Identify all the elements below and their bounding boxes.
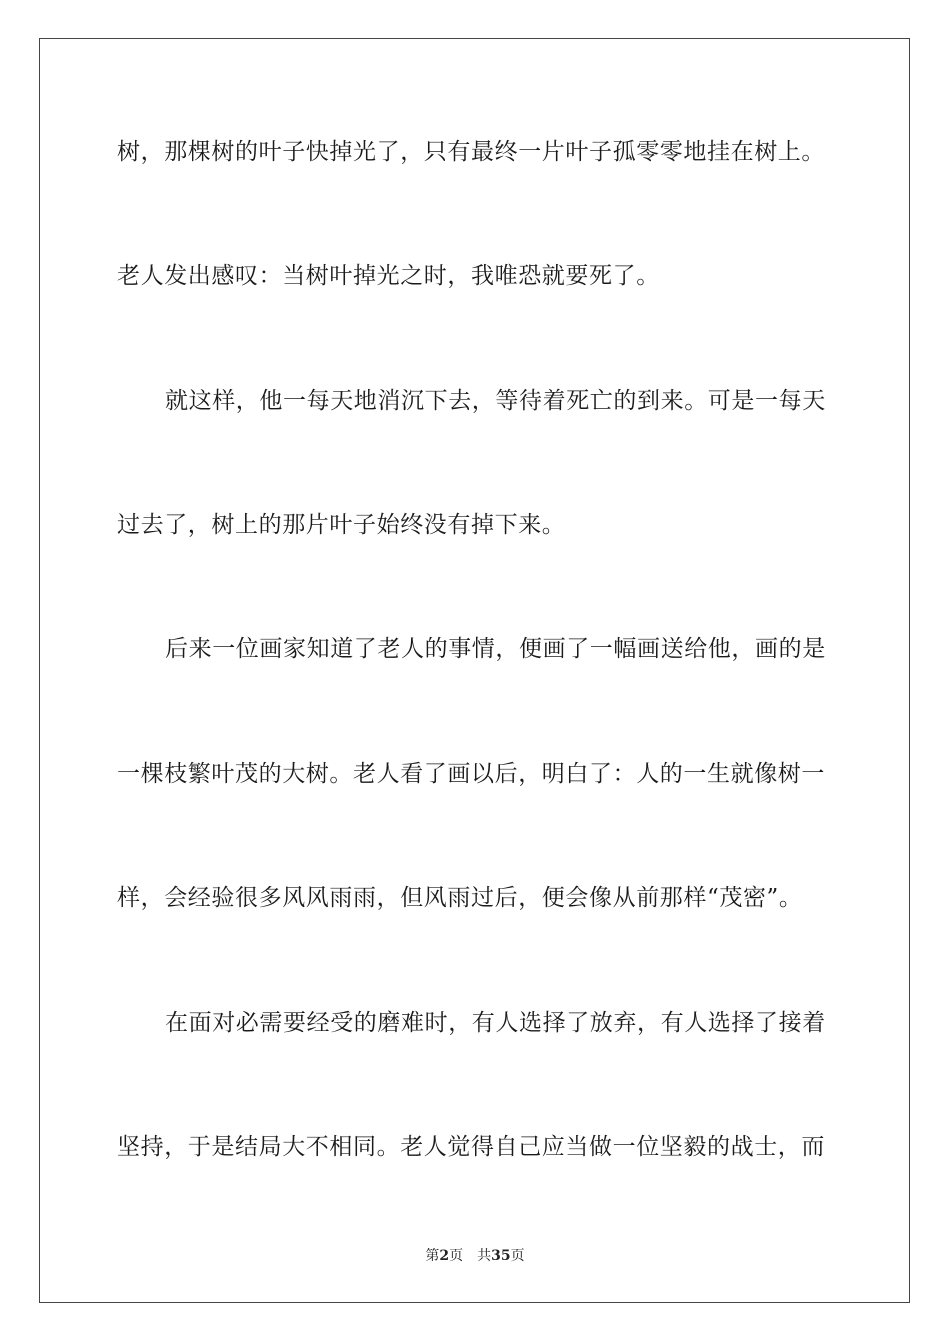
paragraph-first-line: 就这样，他一每天地消沉下去，等待着死亡的到来。可是一每天 (165, 388, 826, 414)
page-suffix: 页 (449, 1248, 464, 1264)
total-pages: 35 (491, 1248, 511, 1264)
page-border (39, 38, 910, 1303)
text-line: 老人发出感叹：当树叶掉光之时，我唯恐就要死了。 (117, 263, 660, 289)
paragraph-first-line: 后来一位画家知道了老人的事情，便画了一幅画送给他，画的是 (165, 636, 826, 662)
total-suffix: 页 (510, 1248, 525, 1264)
text-line: 一棵枝繁叶茂的大树。老人看了画以后，明白了：人的一生就像树一 (117, 761, 825, 787)
page-prefix: 第 (425, 1248, 440, 1264)
text-line: 坚持，于是结局大不相同。老人觉得自己应当做一位坚毅的战士，而 (117, 1134, 825, 1160)
text-line: 样，会经验很多风风雨雨，但风雨过后，便会像从前那样“茂密”。 (117, 885, 803, 911)
text-line: 树，那棵树的叶子快掉光了，只有最终一片叶子孤零零地挂在树上。 (117, 139, 825, 165)
total-prefix: 共 (477, 1248, 492, 1264)
paragraph-first-line: 在面对必需要经受的磨难时，有人选择了放弃，有人选择了接着 (165, 1010, 826, 1036)
page-footer (0, 1247, 950, 1265)
text-line: 过去了，树上的那片叶子始终没有掉下来。 (117, 512, 566, 538)
page-number: 2 (439, 1248, 450, 1264)
